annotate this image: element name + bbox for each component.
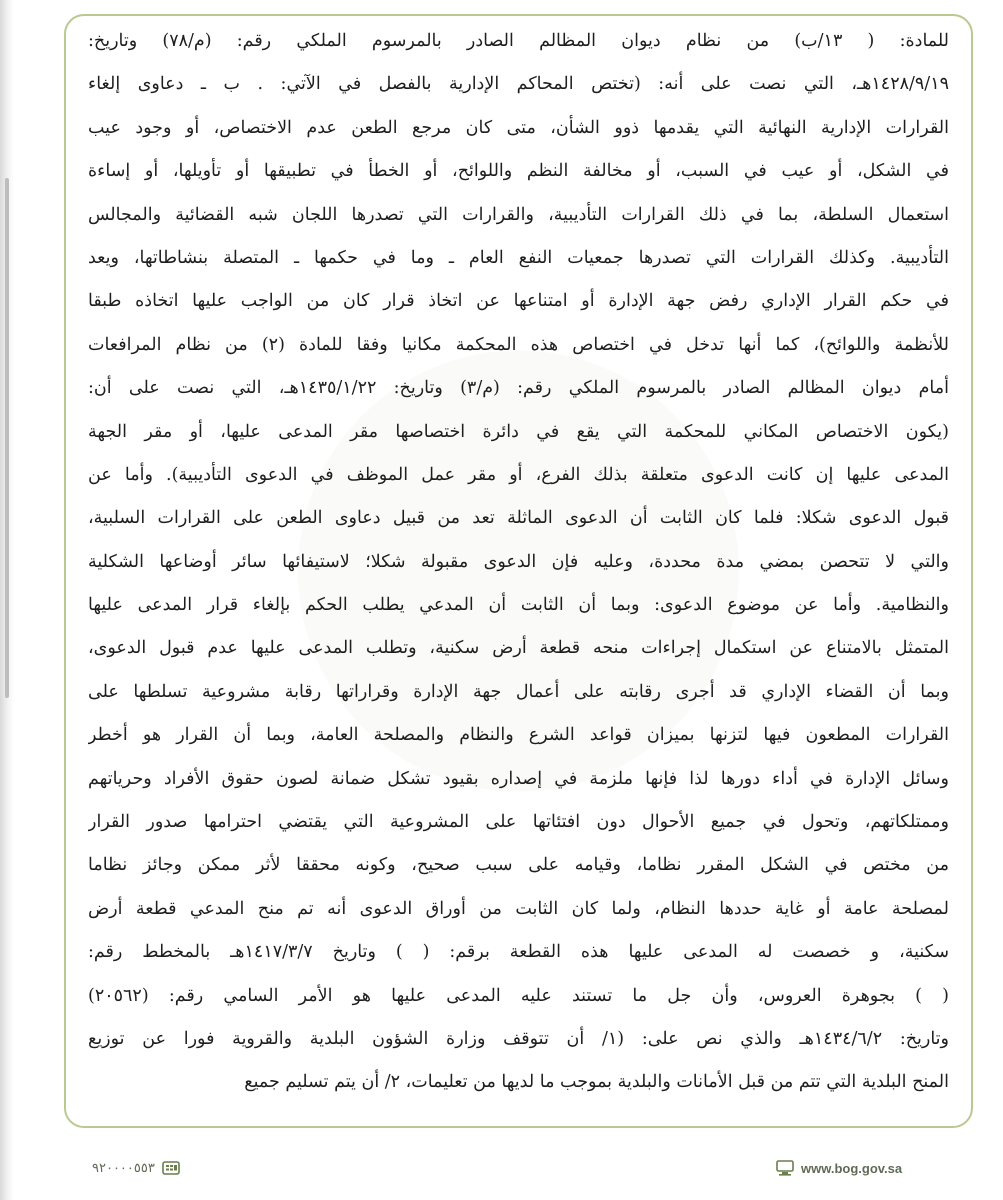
- page-footer: [0, 1160, 1003, 1184]
- text-line: في الشكل، أو عيب في السبب، أو مخالفة النظم واللوائح، أو الخطأ في تطبيقها أو تأويلها، أو إساءة: [88, 161, 949, 182]
- text-line: المدعى عليها إن كانت الدعوى متعلقة بذلك الفرع، أو مقر عمل الموظف في الدعوى التأديبية). وأما عن: [88, 464, 949, 485]
- text-line: لمصلحة عامة أو غاية حددها النظام، ولما كان الثابت من أوراق الدعوى أنه تم منح المدعي قطعة أرض: [88, 898, 949, 919]
- text-line: وسائل الإدارة في أداء دورها لذا فإنها ملزمة في إصداره بقيود تشكل ضمانة لصون حقوق الأفراد وحرياتهم: [88, 768, 949, 789]
- phone-icon: [161, 1160, 181, 1176]
- text-line: التأديبية. وكذلك القرارات التي تصدرها جمعيات النفع العام ـ وما في حكمها ـ المتصلة بنشاطاتها، ويعد: [88, 247, 949, 268]
- text-line: للأنظمة واللوائح)، كما أنها تدخل في اختصاص هذه المحكمة مكانيا وفقا للمادة (٢) من نظام المرافعات: [88, 334, 949, 355]
- document-body: [88, 20, 949, 1105]
- text-line: وممتلكاتهم، وتحول في جميع الأحوال دون افتئاتها على المشروعية التي يقتضي احترامها صدور القرار: [88, 812, 949, 833]
- phone-number: ٩٢٠٠٠٠٥٥٣: [92, 1160, 155, 1175]
- website-text: www.bog.gov.sa: [801, 1160, 903, 1176]
- text-line: والتي لا تتحصن بمضي مدة محددة، وعليه فإن الدعوى مقبولة شكلا؛ لاستيفائها سائر أوضاعها الشكلية: [88, 551, 949, 572]
- text-line: للمادة: ( ١٣/ب) من نظام ديوان المظالم الصادر بالمرسوم الملكي رقم: (م/٧٨) وتاريخ:: [88, 31, 949, 51]
- text-line: وبما أن القضاء الإداري قد أجرى رقابته على أعمال جهة الإدارة وقراراتها رقابة مشروعية تسلطها على: [88, 681, 949, 702]
- text-line: استعمال السلطة، بما في ذلك القرارات التأديبية، والقرارات التي تصدرها اللجان شبه القضائية والمجالس: [88, 204, 949, 225]
- text-line: ١٤٢٨/٩/١٩هـ، التي نصت على أنه: (تختص المحاكم الإدارية بالفصل في الآتي: . ب ـ دعاوى إلغاء: [88, 74, 949, 95]
- phone-contact: [92, 1160, 181, 1176]
- text-line: (يكون الاختصاص المكاني للمحكمة التي يقع في دائرة اختصاصها مقر المدعى عليها، أو مقر الجهة: [88, 421, 949, 442]
- text-line: ( ) بجوهرة العروس، وأن جل ما تستند عليه المدعى عليها هو الأمر السامي رقم: (٢٠٥٦٢): [88, 985, 949, 1006]
- text-line: وتاريخ: ١٤٣٤/٦/٢هـ والذي نص على: (١/ أن تتوقف وزارة الشؤون البلدية والقروية فورا عن توزيع: [88, 1028, 949, 1049]
- text-line: القرارات الإدارية النهائية التي يقدمها ذوو الشأن، متى كان مرجع الطعن عدم الاختصاص، أو وجود عيب: [88, 117, 949, 138]
- text-line: قبول الدعوى شكلا: فلما كان الثابت أن الدعوى الماثلة تعد من قبيل دعاوى الطعن على القرارات السلبية،: [88, 508, 949, 529]
- website-link[interactable]: [775, 1160, 902, 1176]
- text-line: والنظامية. وأما عن موضوع الدعوى: وبما أن الثابت أن المدعي يطلب الحكم بإلغاء قرار المدعى عليها: [88, 595, 949, 616]
- document-frame: [64, 14, 973, 1128]
- text-line: من مختص في الشكل المقرر نظاما، وقيامه على سبب صحيح، وكونه محققا لأثر ممكن وجائز نظاما: [88, 855, 949, 876]
- text-line: في حكم القرار الإداري رفض جهة الإدارة أو امتناعها عن اتخاذ قرار كان من الواجب عليها اتخاذه طبقا: [88, 291, 949, 312]
- text-line: سكنية، و خصصت له المدعى عليها هذه القطعة برقم: ( ) وتاريخ ١٤١٧/٣/٧هـ بالمخطط رقم:: [88, 942, 949, 963]
- text-line: أمام ديوان المظالم الصادر بالمرسوم الملكي رقم: (م/٣) وتاريخ: ١٤٣٥/١/٢٢هـ، التي نصت على أن:: [88, 378, 949, 399]
- scrollbar[interactable]: [5, 178, 9, 698]
- text-line: القرارات المطعون فيها لتزنها بميزان قواعد الشرع والنظام والمصلحة العامة، وبما أن القرار هو أخطر: [88, 725, 949, 746]
- computer-icon: [775, 1160, 795, 1176]
- text-line: المنح البلدية التي تتم من قبل الأمانات والبلدية بموجب ما لديها من تعليمات، ٢/ أن يتم تسليم جميع: [244, 1072, 949, 1093]
- text-line: المتمثل بالامتناع عن استكمال إجراءات منحه قطعة أرض سكنية، وتطلب المدعى عليها عدم قبول الدعوى،: [88, 638, 949, 659]
